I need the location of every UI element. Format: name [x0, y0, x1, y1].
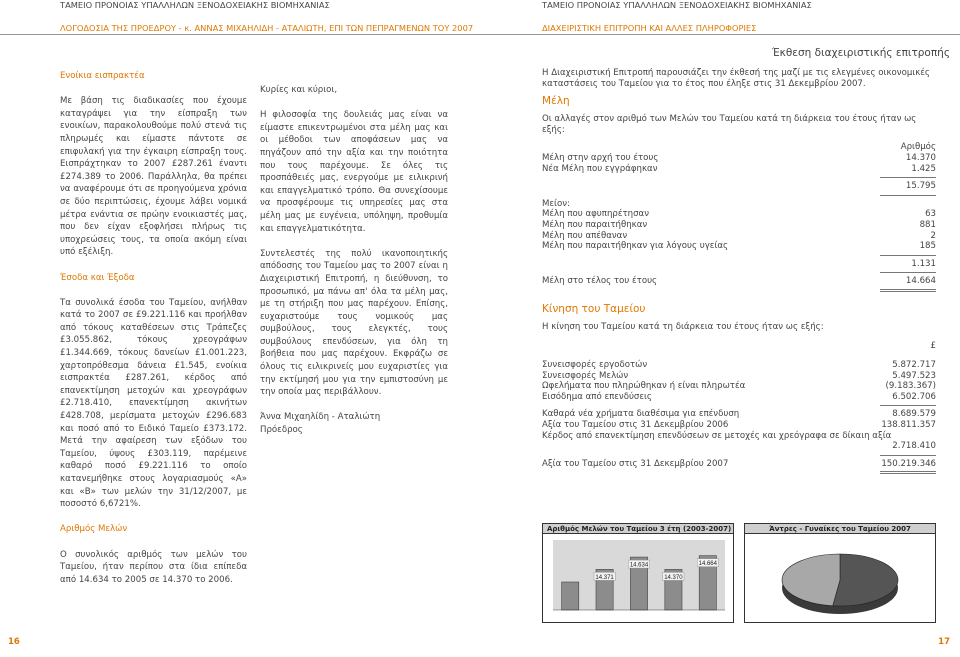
rents-heading: Ενοίκια εισπρακτέα [60, 71, 145, 81]
data-label: 14.370 [664, 574, 683, 581]
running-header: ΤΑΜΕΙΟ ΠΡΟΝΟΙΑΣ ΥΠΑΛΛΗΛΩΝ ΞΕΝΟΔΟΧΕΙΑΚΗΣ ΒΙΟΜΗΧΑΝΙΑΣ [542, 0, 812, 10]
members-start-row: Μέλη στην αρχή του έτους 14.370 [542, 152, 936, 163]
data-label: 14.634 [629, 562, 649, 569]
right-page [480, 0, 960, 657]
bar-chart-plot [543, 534, 733, 622]
pie-chart-title: Άντρες - Γυναίκες του Ταμείου 2007 [745, 524, 935, 534]
signature-role: Πρόεδρος [260, 425, 303, 436]
members-end-row: Μέλη στο τέλος του έτους 14.664 [542, 276, 936, 287]
section-header: ΔΙΑΧΕΙΡΙΣΤΙΚΗ ΕΠΙΤΡΟΠΗ ΚΑΙ ΑΛΛΕΣ ΠΛΗΡΟΦΟΡΙΕΣ [542, 23, 757, 33]
thanks-paragraph: Συντελεστές της πολύ ικανοποιητικής απόδοσης του Ταμείου μας το 2007 είναι η Διαχειριστική Επιτροπή, η διεύθυνση, το προσωπικό, μα πάνω απ' όλα τα μέλη μας, με τη στήριξη που μας παρέχουν. Επίσης, ευχαριστούμε τους νομικούς μας συμβούλους, τους ελεγκτές, τους συμβούλους επενδύσεων, για όλη τη βοήθεια που μας παρέχουν. Εκφράζω σε όλους τις ειλικρινείς μου ευχαριστίες για την εκτίμησή μου για την εμπιστοσύνη με την οποία μας περιβάλλουν. [260, 248, 448, 398]
running-header: ΤΑΜΕΙΟ ΠΡΟΝΟΙΑΣ ΥΠΑΛΛΗΛΩΝ ΞΕΝΟΔΟΧΕΙΑΚΗΣ ΒΙΟΜΗΧΑΝΙΑΣ [60, 0, 330, 10]
report-body [542, 68, 936, 474]
page-number: 17 [938, 637, 950, 647]
pie-chart-plot [745, 534, 935, 622]
minus-row: Μέλη που αφυπηρέτησαν 63 [542, 209, 936, 220]
left-column [60, 70, 247, 586]
new-money-row: Καθαρά νέα χρήματα διαθέσιμα για επένδυση 8.689.579 [542, 409, 936, 420]
members-subtotal-row: 15.795 [905, 181, 936, 192]
total-double-rule [880, 471, 936, 474]
value-2006-row: Αξία του Ταμείου στις 31 Δεκεμβρίου 2006 138.811.357 [542, 420, 936, 431]
movement-row: Εισόδημα από επενδύσεις 6.502.706 [542, 391, 936, 402]
right-column [260, 84, 448, 437]
report-intro: Η Διαχειριστική Επιτροπή παρουσιάζει την έκθεσή της μαζί με τις ελεγμένες οικονομικές καταστάσεις του Ταμείου για το έτος που έληξε στις 31 Δεκεμβρίου 2007. [542, 68, 930, 89]
minus-rows [542, 209, 936, 251]
members-col-header: Αριθμός [900, 142, 936, 153]
members-count-heading: Αριθμός Μελών [60, 524, 128, 535]
income-paragraph: Τα συνολικά έσοδα του Ταμείου, ανήλθαν κατά το 2007 σε £9.221.116 και προήλθαν από τόκους καταθέσεων στις Τράπεζες £3.055.862, τόκους χρεογράφων £1.344.669, τόκους δανείων £1.001.223, χαρτοπρόθεσμα δάνεια £1.545, ενοίκια εισπρακτέα £287.261, κέρδος από επανεκτίμηση μετοχών και χρεογράφων £2.718.410, επανεκτίμηση ακινήτων £428.708, μερίσματα μετοχών £296.683 και ποσό από το Ειδικό Ταμείο £373.172. Μετά την αφαίρεση των εξόδων του Ταμείου, ύψους £303.119, παρέμεινε καθαρό ποσό £9.221.116 το οποίο κατανεμήθηκε στους λογαριασμούς «Α» και «Β» των μελών την 31/12/2007, με ποσοστό 6,6721%. [60, 297, 247, 510]
income-heading: Έσοδα και Έξοδα [60, 272, 135, 283]
members-count-paragraph: Ο συνολικός αριθμός των μελών του Ταμείου, ήταν περίπου στα ίδια επίπεδα από 14.634 το 2005 σε 14.370 το 2006. [60, 549, 247, 585]
value-2007-row: Αξία του Ταμείου στις 31 Δεκεμβρίου 2007 150.219.346 [542, 458, 936, 469]
signature-name: Άννα Μιχαηλίδη - Αταλιώτη [260, 412, 381, 423]
movement-intro: Η κίνηση του Ταμείου κατά τη διάρκεια του έτους ήταν ως εξής: [542, 321, 824, 332]
report-title: Έκθεση διαχειριστικής επιτροπής [771, 47, 950, 59]
greeting: Κυρίες και κύριοι, [260, 85, 338, 95]
section-header: ΛΟΓΟΔΟΣΙΑ ΤΗΣ ΠΡΟΕΔΡΟΥ - κ. ΑΝΝΑΣ ΜΙΧΑΗΛΙΔΗ - ΑΤΑΛΙΩΤΗ, ΕΠΙ ΤΩΝ ΠΕΠΡΑΓΜΕΝΩΝ ΤΟΥ 2007 [60, 23, 474, 33]
members-heading: Μέλη [542, 95, 570, 108]
data-label: 14.664 [698, 561, 717, 568]
data-label: 14.371 [595, 574, 614, 581]
movement-row: Συνεισφορές εργοδοτών 5.872.717 [542, 360, 936, 371]
gender-pie-chart [744, 523, 936, 623]
minus-row: Μέλη που παραιτήθηκαν για λόγους υγείας 185 [542, 241, 936, 252]
bar [562, 582, 579, 610]
total-double-rule [880, 289, 936, 292]
revaluation-value-row: 2.718.410 [892, 441, 936, 452]
philosophy-paragraph: Η φιλοσοφία της δουλειάς μας είναι να είμαστε επικεντρωμένοι στα μέλη μας και οι μέθοδοι των αποφάσεων μας να πηγάζουν από την αξία και την ποιότητα που τους παρέχουμε. Σε όλες τις προσπάθειές μας, ενεργούμε με ειλικρινή και επαγγελματικό τρόπο. Θα συνεχίσουμε να προσφέρουμε τις υπηρεσίες μας στα μέλη μας με ευγένεια, υπόληψη, προθυμία και επαγγελματικότητα. [260, 110, 448, 234]
header-rule [0, 34, 480, 35]
minus-total-row: 1.131 [911, 258, 936, 269]
members-bar-chart [542, 523, 734, 623]
page-number: 16 [8, 637, 20, 647]
members-intro: Οι αλλαγές στον αριθμό των Μελών του Ταμείου κατά τη διάρκεια του έτους ήταν ως εξής: [542, 114, 917, 135]
bar-chart-title: Αριθμός Μελών του Ταμείου 3 έτη (2003-2007) [543, 524, 733, 534]
movement-row: Συνεισφορές Μελών 5.497.523 [542, 370, 936, 381]
minus-label-row: Μείον: [542, 198, 570, 209]
currency-header: £ [930, 340, 936, 351]
revaluation-row: Κέρδος από επανεκτίμηση επενδύσεων σε μετοχές και χρεόγραφα σε δίκαιη αξία [542, 430, 892, 441]
minus-row: Μέλη που απέθαναν 2 [542, 230, 936, 241]
movement-row: Ωφελήματα που πληρώθηκαν ή είναι πληρωτέα (9.183.367) [542, 381, 936, 392]
minus-row: Μέλη που παραιτήθηκαν 881 [542, 219, 936, 230]
movement-heading: Κίνηση του Ταμείου [542, 302, 646, 315]
members-new-row: Νέα Μέλη που εγγράφηκαν 1.425 [542, 163, 936, 174]
rents-paragraph: Με βάση τις διαδικασίες που έχουμε καταγράψει για την είσπραξη των ενοικίων, παρακολουθούμε πολύ στενά τις πληρωμές και είμαστε πάντοτε σε επιφυλακή για την έγκαιρη είσπραξη τους. Εισπράχτηκαν το 2007 £287.261 έναντι £274.389 το 2006. Παράλληλα, θα πρέπει να αναφέρουμε ότι σε προηγούμενα χρόνια σε δύο περιπτώσεις, έχουμε λάβει νομικά μέτρα ενάντια σε πρώην ενοικιαστές μας, που δεν είχαν εξοφλήσει πλήρως τις υποχρεώσεις τους, τα οποία ακόμη είναι υπό εξέλιξη. [60, 96, 247, 258]
header-rule [480, 34, 960, 35]
